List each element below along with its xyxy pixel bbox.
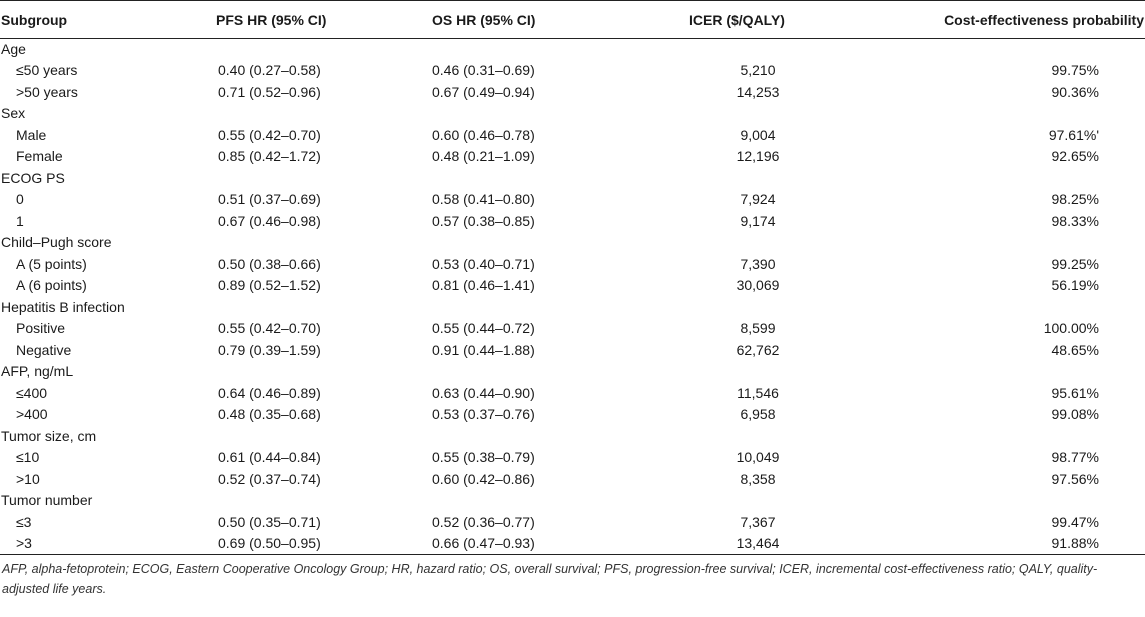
icer-cell: 7,367	[740, 513, 776, 530]
group-label: Tumor number	[1, 492, 93, 509]
subgroup-cell: 1	[16, 212, 24, 229]
table-row	[0, 60, 1145, 82]
group-row	[0, 103, 1145, 125]
table-row	[0, 275, 1145, 297]
table-row	[0, 383, 1145, 405]
table-header	[0, 1, 1145, 39]
probability-cell: 91.88%	[875, 533, 1145, 555]
probability-cell: 95.61%	[1051, 384, 1099, 401]
os-hr-cell: 0.55 (0.38–0.79)	[432, 449, 535, 466]
os-hr-cell: 0.60 (0.42–0.86)	[432, 470, 535, 487]
group-row	[0, 232, 1145, 254]
probability-cell: 98.25%	[1051, 191, 1099, 208]
probability-cell: 92.65%	[1051, 148, 1099, 165]
table-row	[0, 318, 1145, 340]
header-icer: ICER ($/QALY)	[645, 1, 875, 39]
pfs-hr-cell: 0.50 (0.35–0.71)	[218, 513, 321, 530]
subgroup-cell: A (6 points)	[16, 277, 87, 294]
probability-cell: 99.25%	[1051, 255, 1099, 272]
group-row	[0, 168, 1145, 190]
table-footnote: AFP, alpha-fetoprotein; ECOG, Eastern Cooperative Oncology Group; HR, hazard ratio; OS, overall survival; PFS, progression-free survival; ICER, incremental cost-effectiveness ratio; QALY, quality-adjusted life years.	[2, 562, 1098, 596]
pfs-hr-cell: 0.55 (0.42–0.70)	[218, 320, 321, 337]
subgroup-cell: Negative	[16, 341, 72, 358]
icer-cell: 9,004	[740, 126, 776, 143]
table-row	[0, 146, 1145, 168]
table-row	[0, 512, 1145, 534]
probability-cell: 48.65%	[1051, 341, 1099, 358]
group-label: Age	[1, 41, 26, 57]
icer-cell: 8,358	[740, 470, 776, 487]
table-row	[0, 254, 1145, 276]
subgroup-cell: ≤400	[16, 384, 48, 401]
os-hr-cell: 0.63 (0.44–0.90)	[432, 384, 535, 401]
probability-cell: 56.19%	[1051, 277, 1099, 294]
icer-cell: 7,390	[740, 255, 776, 272]
os-hr-cell: 0.91 (0.44–1.88)	[432, 341, 535, 358]
icer-cell: 30,069	[736, 277, 780, 294]
probability-cell: 99.47%	[1051, 513, 1099, 530]
icer-cell: 12,196	[736, 148, 780, 165]
subgroup-cell: Male	[16, 126, 47, 143]
table-row	[0, 533, 1145, 555]
os-hr-cell: 0.53 (0.40–0.71)	[432, 255, 535, 272]
pfs-hr-cell: 0.64 (0.46–0.89)	[218, 384, 321, 401]
group-row	[0, 361, 1145, 383]
subgroup-cell: 0	[16, 191, 24, 208]
subgroup-cell: >400	[16, 406, 48, 423]
subgroup-cell: Female	[16, 148, 63, 165]
os-hr-cell: 0.52 (0.36–0.77)	[432, 513, 535, 530]
header-pfs-hr: PFS HR (95% CI)	[200, 1, 420, 39]
pfs-hr-cell: 0.51 (0.37–0.69)	[218, 191, 321, 208]
table-row	[0, 82, 1145, 104]
icer-cell: 14,253	[736, 83, 780, 100]
table-row	[0, 447, 1145, 469]
probability-cell: 97.61%'	[1048, 126, 1099, 143]
probability-cell: 98.33%	[1051, 212, 1099, 229]
header-probability: Cost-effectiveness probability	[875, 1, 1145, 39]
icer-cell: 8,599	[740, 320, 776, 337]
pfs-hr-cell: 0.50 (0.38–0.66)	[218, 255, 321, 272]
icer-cell: 10,049	[736, 449, 780, 466]
group-row	[0, 426, 1145, 448]
pfs-hr-cell: 0.67 (0.46–0.98)	[218, 212, 321, 229]
pfs-hr-cell: 0.69 (0.50–0.95)	[200, 533, 420, 555]
group-label: Tumor size, cm	[1, 427, 97, 444]
icer-cell: 13,464	[645, 533, 875, 555]
table-row	[0, 404, 1145, 426]
icer-cell: 5,210	[740, 62, 776, 79]
subgroup-cell: ≤3	[16, 513, 32, 530]
os-hr-cell: 0.66 (0.47–0.93)	[420, 533, 645, 555]
icer-cell: 7,924	[740, 191, 776, 208]
header-row	[0, 1, 1145, 39]
pfs-hr-cell: 0.48 (0.35–0.68)	[218, 406, 321, 423]
subgroup-cell: ≤50 years	[16, 62, 78, 79]
group-row	[0, 39, 1145, 61]
pfs-hr-cell: 0.79 (0.39–1.59)	[218, 341, 321, 358]
probability-cell: 100.00%	[1043, 320, 1099, 337]
subgroup-cell: >10	[16, 470, 40, 487]
group-label: Sex	[1, 105, 26, 122]
os-hr-cell: 0.46 (0.31–0.69)	[432, 62, 535, 79]
table-row	[0, 340, 1145, 362]
probability-cell: 99.08%	[1051, 406, 1099, 423]
table-row	[0, 211, 1145, 233]
pfs-hr-cell: 0.52 (0.37–0.74)	[218, 470, 321, 487]
table-row	[0, 125, 1145, 147]
pfs-hr-cell: 0.71 (0.52–0.96)	[218, 83, 321, 100]
group-row	[0, 297, 1145, 319]
icer-cell: 6,958	[740, 406, 776, 423]
subgroup-cell: >3	[0, 533, 200, 555]
pfs-hr-cell: 0.89 (0.52–1.52)	[218, 277, 321, 294]
os-hr-cell: 0.48 (0.21–1.09)	[432, 148, 535, 165]
os-hr-cell: 0.60 (0.46–0.78)	[432, 126, 535, 143]
table-body	[0, 39, 1145, 555]
pfs-hr-cell: 0.85 (0.42–1.72)	[218, 148, 321, 165]
header-subgroup: Subgroup	[0, 1, 200, 39]
subgroup-cell: A (5 points)	[16, 255, 87, 272]
pfs-hr-cell: 0.40 (0.27–0.58)	[218, 62, 321, 79]
pfs-hr-cell: 0.61 (0.44–0.84)	[218, 449, 321, 466]
probability-cell: 99.75%	[1051, 62, 1099, 79]
icer-cell: 62,762	[736, 341, 780, 358]
icer-cell: 9,174	[740, 212, 776, 229]
subgroup-cell: >50 years	[16, 83, 78, 100]
group-label: Child–Pugh score	[1, 234, 112, 251]
probability-cell: 98.77%	[1051, 449, 1099, 466]
os-hr-cell: 0.81 (0.46–1.41)	[432, 277, 535, 294]
probability-cell: 90.36%	[1051, 83, 1099, 100]
table-row	[0, 469, 1145, 491]
group-row	[0, 490, 1145, 512]
os-hr-cell: 0.55 (0.44–0.72)	[432, 320, 535, 337]
os-hr-cell: 0.67 (0.49–0.94)	[432, 83, 535, 100]
icer-cell: 11,546	[737, 384, 779, 401]
group-label: ECOG PS	[1, 169, 65, 186]
group-label: AFP, ng/mL	[1, 363, 74, 380]
subgroup-cell: ≤10	[16, 449, 40, 466]
pfs-hr-cell: 0.55 (0.42–0.70)	[218, 126, 321, 143]
header-os-hr: OS HR (95% CI)	[420, 1, 645, 39]
os-hr-cell: 0.57 (0.38–0.85)	[432, 212, 535, 229]
subgroup-cell: Positive	[16, 320, 66, 337]
group-label: Hepatitis B infection	[1, 298, 125, 315]
os-hr-cell: 0.58 (0.41–0.80)	[432, 191, 535, 208]
os-hr-cell: 0.53 (0.37–0.76)	[432, 406, 535, 423]
probability-cell: 97.56%	[1051, 470, 1099, 487]
table-row	[0, 189, 1145, 211]
